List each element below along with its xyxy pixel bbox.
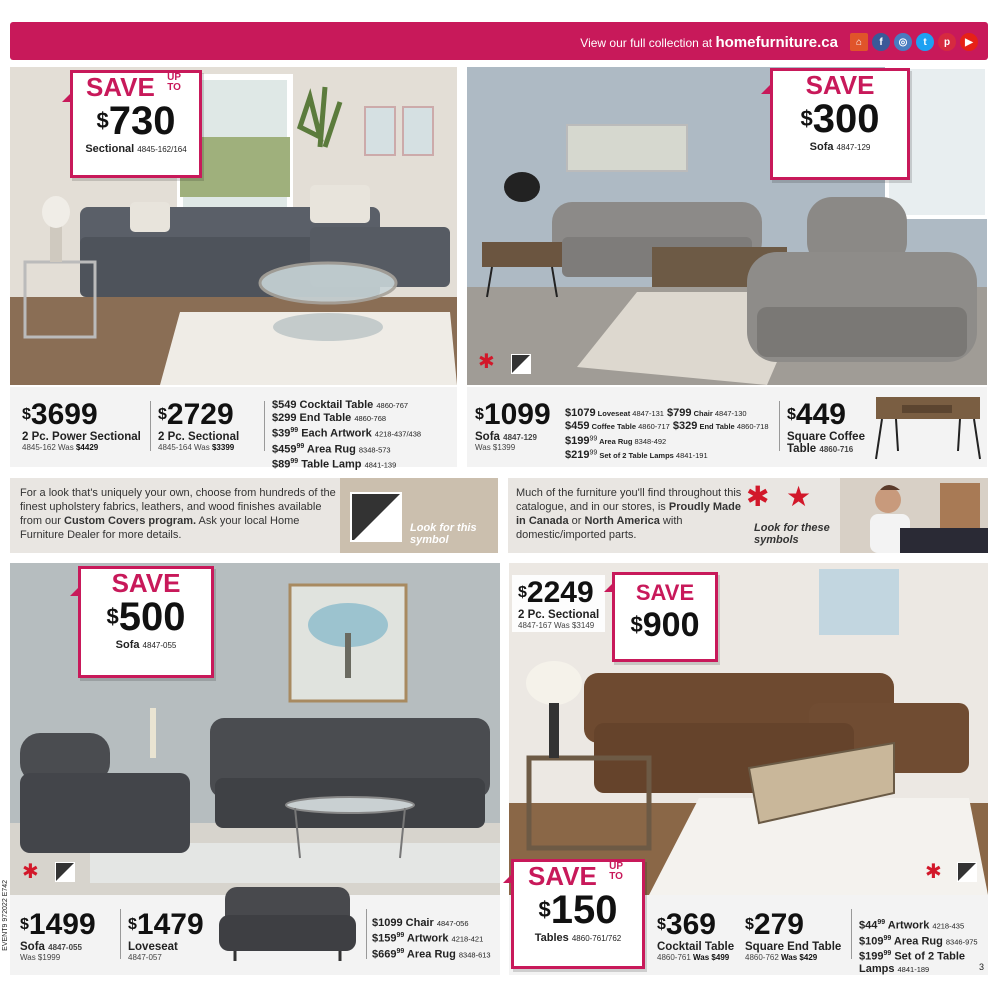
accessory-line[interactable]: $\$89^{99}$ Table Lamp 4841-139 <box>272 458 397 471</box>
custom-covers-info: For a look that's uniquely your own, choose from hundreds of the finest upholstery fabrics, leathers, and wood finishes available from our Custom Covers program. Ask your local Home Furniture Dealer for more details. Look for this symbol <box>10 478 498 553</box>
divider <box>366 909 367 959</box>
accessory-line[interactable]: $\$459^{99}$ Area Rug 8348-573 <box>272 442 391 456</box>
divider <box>779 401 780 451</box>
accessory-line[interactable]: $\$199^{99}$ Area Rug 8348-492 <box>565 434 667 447</box>
accessory-line[interactable]: $\$44^{99}$ Artwork 4218-435 <box>859 919 965 932</box>
banner-text[interactable]: View our full collection at homefurniture.ca <box>580 34 838 51</box>
save-500-badge: SAVE $500 Sofa 4847-055 <box>78 566 214 678</box>
accessory-line[interactable]: $799 Chair 4847-130 <box>667 407 747 419</box>
twitter-icon[interactable]: t <box>916 33 934 51</box>
price-item-square-end-table[interactable]: $279 Square End Table 4860-762 Was $429 <box>745 908 842 962</box>
price-item-sectional[interactable]: $2729 2 Pc. Sectional 4845-164 Was $3399 <box>158 398 240 452</box>
accessory-line[interactable]: $549 Cocktail Table 4860-767 <box>272 399 409 411</box>
accessory-line[interactable]: $299 End Table 4860-768 <box>272 412 387 424</box>
price-item-cocktail-table[interactable]: $369 Cocktail Table 4860-761 Was $499 <box>657 908 735 962</box>
price-band-sectional <box>10 387 457 471</box>
home-furniture-icon[interactable]: ⌂ <box>850 33 868 51</box>
price-band-leather <box>10 895 500 975</box>
page-number: 3 <box>978 962 984 972</box>
price-item-loveseat[interactable]: $1479 Loveseat 4847-057 <box>128 908 204 962</box>
maple-leaf-icon: ✱ <box>746 481 770 512</box>
save-up-to-150-badge: SAVE UP TO $150 Tables 4860-761/762 <box>511 859 645 969</box>
price-band-sofa <box>467 387 987 467</box>
price-item-power-sectional[interactable]: $3699 2 Pc. Power Sectional 4845-162 Was $4429 <box>22 398 141 452</box>
divider <box>150 401 151 451</box>
custom-covers-icon <box>511 354 531 374</box>
custom-covers-text: For a look that's uniquely your own, choose from hundreds of the finest upholstery fabrics, leathers, and wood finishes available from our Custom Covers program. Ask your local Home Furniture Dealer for more details. <box>20 487 336 541</box>
made-in-canada-info: Much of the furniture you'll find throughout this catalogue, and in our stores, is Proudly Made in Canada or North America with domestic/imported parts. ✱ ★ Look for these symbols <box>508 478 988 553</box>
divider <box>851 909 852 959</box>
price-item-2pc-sectional[interactable]: $2249 2 Pc. Sectional 4847-167 Was $3149 <box>512 575 605 632</box>
accessory-list <box>565 407 773 462</box>
price-item-sofa[interactable]: $1099 Sofa 4847-129 Was $1399 <box>475 398 551 452</box>
upholsterer-illustration <box>840 478 988 553</box>
maple-leaf-icon: ✱ <box>925 861 942 883</box>
accessory-line[interactable]: $\$669^{99}$ Area Rug 8348-613 <box>372 947 491 961</box>
upholsterer-photo <box>840 478 988 553</box>
accessory-list <box>372 917 491 961</box>
youtube-icon[interactable]: ▶ <box>960 33 978 51</box>
save-300-badge: SAVE $300 Sofa 4847-129 <box>770 68 910 180</box>
save-up-to-730-badge: SAVE UP TO $730 Sectional 4845-162/164 <box>70 70 202 178</box>
catalogue-code: EVENT9 972022 E742 <box>2 880 9 951</box>
accessory-line[interactable]: $329 End Table 4860-718 <box>672 420 769 432</box>
north-america-icon: ★ <box>786 481 812 512</box>
maple-leaf-icon: ✱ <box>478 351 495 373</box>
accessory-line[interactable]: $\$39^{99}$ Each Artwork 4218-437/438 <box>272 427 422 440</box>
loveseat-thumbnail <box>215 883 360 969</box>
accessory-line[interactable]: $\$199^{99}$ Set of 2 Table Lamps 4841-189 <box>859 950 966 975</box>
site-link[interactable]: homefurniture.ca <box>715 34 838 51</box>
accessory-line[interactable]: $\$159^{99}$ Artwork 4218-421 <box>372 932 484 945</box>
maple-leaf-icon: ✱ <box>22 861 39 883</box>
custom-covers-icon <box>350 492 402 542</box>
divider <box>264 401 265 451</box>
save-900-badge: SAVE $900 <box>612 572 718 662</box>
made-in-canada-text: Much of the furniture you'll find throughout this catalogue, and in our stores, is Proudly Made in Canada or North America with domestic/imported parts. <box>516 487 742 541</box>
accessory-line[interactable]: $1079 Loveseat 4847-131 <box>565 407 664 419</box>
accessory-line[interactable]: $459 Coffee Table 4860-717 <box>565 420 670 432</box>
divider <box>120 909 121 959</box>
accessory-line[interactable]: $1099 Chair 4847-056 <box>372 917 469 929</box>
custom-covers-icon <box>55 862 75 882</box>
coffee-table-thumbnail <box>872 389 984 465</box>
accessory-line[interactable]: $\$109^{99}$ Area Rug 8346-975 <box>859 934 978 948</box>
top-banner <box>10 22 988 60</box>
price-band-tables <box>509 861 988 975</box>
pinterest-icon[interactable]: p <box>938 33 956 51</box>
accessory-list <box>859 917 981 976</box>
price-item-sofa[interactable]: $1499 Sofa 4847-055 Was $1999 <box>20 908 96 962</box>
instagram-icon[interactable]: ◎ <box>894 33 912 51</box>
accessory-line[interactable]: $\$219^{99}$ Set of 2 Table Lamps 4841-191 <box>565 449 708 461</box>
price-item-square-coffee-table[interactable]: $449 Square Coffee Table 4860-716 <box>787 398 865 455</box>
facebook-icon[interactable]: f <box>872 33 890 51</box>
accessory-list <box>272 399 421 472</box>
custom-covers-icon <box>957 862 977 882</box>
social-icons <box>850 33 978 51</box>
